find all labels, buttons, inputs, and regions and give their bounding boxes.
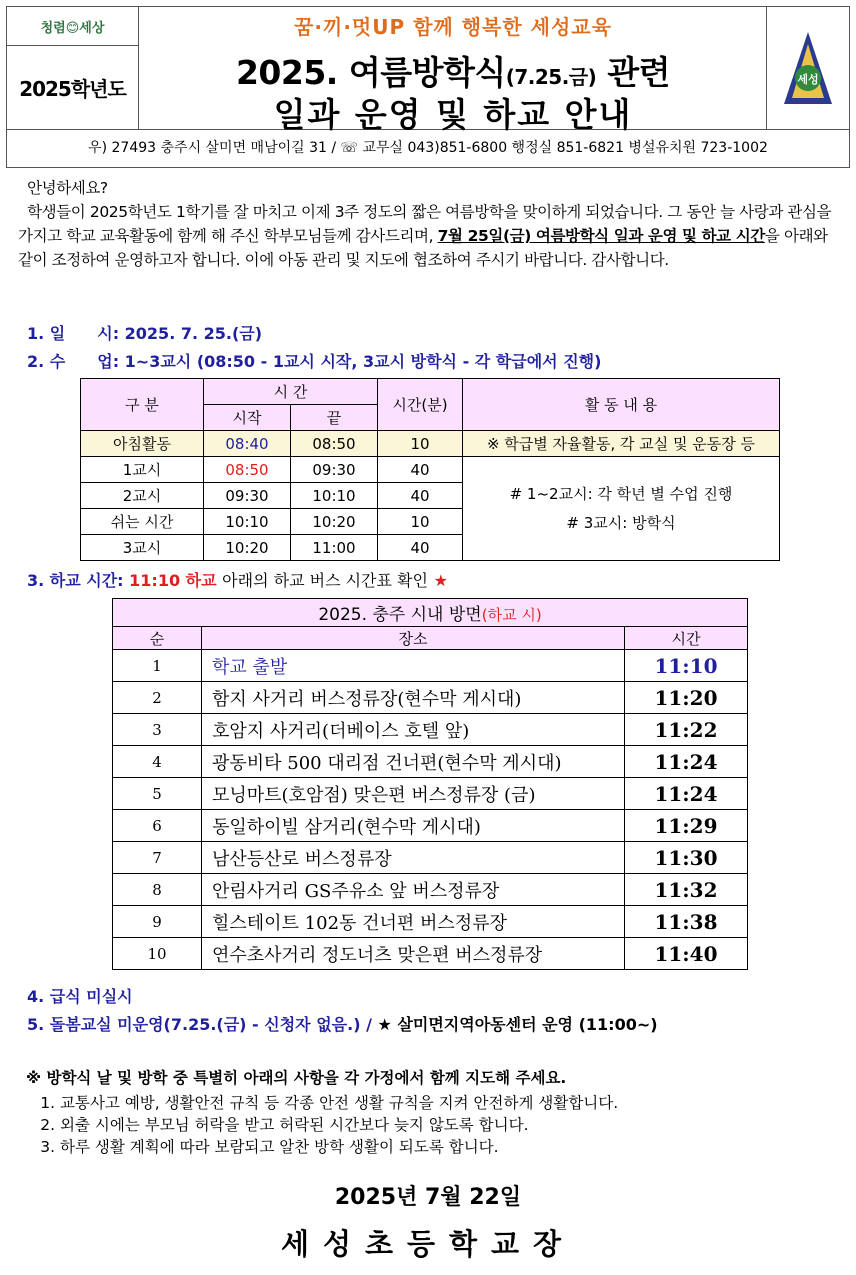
title-line-1	[139, 47, 767, 94]
activity-note-2: # 3교시: 방학식	[566, 513, 676, 532]
col-activity: 활 동 내 용	[463, 379, 780, 431]
table-row	[113, 906, 748, 938]
slogan	[139, 11, 767, 40]
title-main: 2025. 여름방학식	[235, 53, 506, 92]
emblem-text: 세성	[797, 73, 819, 86]
cell-place: 힐스테이트 102동 건너편 버스정류장	[202, 906, 625, 938]
cell-activity-notes	[463, 457, 780, 561]
col-time: 시간	[625, 627, 748, 650]
cell-start: 09:30	[204, 483, 291, 509]
col-time: 시 간	[204, 379, 378, 405]
cell-time: 11:10	[625, 650, 748, 682]
col-no: 순	[113, 627, 202, 650]
cell-no: 8	[113, 874, 202, 906]
table-row	[113, 778, 748, 810]
section-dismissal	[27, 568, 448, 591]
cell-minutes: 40	[378, 483, 463, 509]
cell-time: 11:40	[625, 938, 748, 970]
star-icon: ★	[433, 571, 448, 590]
activity-note-1: # 1~2교시: 각 학년 별 수업 진행	[509, 484, 733, 503]
cell-minutes: 10	[378, 431, 463, 457]
cell-end: 09:30	[291, 457, 378, 483]
section-care	[27, 1012, 658, 1035]
intro-body-1: 학생들이 2025학년도 1학기를 잘 마치고 이제 3주 정도의 짧은 여름방학을 맞이하게 되었습니다. 그 동안 늘 사랑과 관심을 가지고 학교 교육활동에 함께 해 주신 학부모님들께 감사드리며,	[18, 203, 832, 245]
intro-paragraph	[18, 176, 843, 272]
dismissal-label: 3. 하교 시간:	[27, 571, 124, 590]
cell-minutes: 40	[378, 457, 463, 483]
dismissal-time: 11:10 하교	[129, 571, 217, 590]
dismissal-note: 아래의 하교 버스 시간표 확인	[222, 571, 428, 590]
cell-type: 1교시	[81, 457, 204, 483]
cell-start: 08:50	[204, 457, 291, 483]
cell-place: 연수초사거리 정도너츠 맞은편 버스정류장	[202, 938, 625, 970]
cell-time: 11:24	[625, 746, 748, 778]
notes-list	[26, 1092, 846, 1158]
cell-no: 3	[113, 714, 202, 746]
cell-type: 쉬는 시간	[81, 509, 204, 535]
cell-no: 2	[113, 682, 202, 714]
guidance-notes	[26, 1066, 846, 1158]
cell-place: 광동비타 500 대리점 건너편(현수막 게시대)	[202, 746, 625, 778]
intro-body-2: 을 아래와 같이 조정하여 운영하고자 합니다. 이에 아동 관리 및 지도에 협조하여 주시기 바랍니다. 감사합니다.	[18, 227, 828, 269]
table-row	[113, 682, 748, 714]
schedule-table	[80, 378, 780, 561]
header-left-cell	[7, 7, 139, 129]
col-type: 구 분	[81, 379, 204, 431]
cell-start: 08:40	[204, 431, 291, 457]
cell-place: 학교 출발	[202, 650, 625, 682]
slogan-text: 꿈·끼·멋UP 함께 행복한 세성교육	[294, 15, 612, 39]
greeting: 안녕하세요?	[27, 179, 108, 197]
title-tail: 관련	[607, 53, 671, 92]
cell-end: 08:50	[291, 431, 378, 457]
col-start: 시작	[204, 405, 291, 431]
table-row	[113, 842, 748, 874]
col-end: 끝	[291, 405, 378, 431]
cell-end: 10:20	[291, 509, 378, 535]
cell-start: 10:20	[204, 535, 291, 561]
cell-time: 11:22	[625, 714, 748, 746]
school-emblem-icon	[780, 28, 836, 108]
academic-year: 2025학년도	[19, 77, 126, 101]
cell-activity: ※ 학급별 자율활동, 각 교실 및 운동장 등	[463, 431, 780, 457]
table-row	[113, 938, 748, 970]
section-date: 1. 일 시: 2025. 7. 25.(금)	[27, 324, 263, 343]
title-date: (7.25.금)	[505, 65, 597, 89]
table-row	[113, 714, 748, 746]
cell-place: 동일하이빌 삼거리(현수막 게시대)	[202, 810, 625, 842]
cell-no: 1	[113, 650, 202, 682]
intro-highlight: 7월 25일(금) 여름방학식 일과 운영 및 하교 시간	[437, 227, 765, 245]
cell-place: 모닝마트(호암점) 맞은편 버스정류장 (금)	[202, 778, 625, 810]
cell-time: 11:29	[625, 810, 748, 842]
header-right-cell	[766, 7, 849, 129]
cell-no: 4	[113, 746, 202, 778]
col-minutes: 시간(분)	[378, 379, 463, 431]
cell-end: 10:10	[291, 483, 378, 509]
cell-type: 아침활동	[81, 431, 204, 457]
cell-place: 안림사거리 GS주유소 앞 버스정류장	[202, 874, 625, 906]
cell-time: 11:38	[625, 906, 748, 938]
cell-no: 6	[113, 810, 202, 842]
cell-time: 11:24	[625, 778, 748, 810]
cell-time: 11:30	[625, 842, 748, 874]
cell-minutes: 40	[378, 535, 463, 561]
cell-no: 7	[113, 842, 202, 874]
cell-start: 10:10	[204, 509, 291, 535]
cell-place: 호암지 사거리(더베이스 호텔 앞)	[202, 714, 625, 746]
cell-type: 2교시	[81, 483, 204, 509]
table-row	[113, 810, 748, 842]
bus-rows	[113, 650, 748, 970]
cell-type: 3교시	[81, 535, 204, 561]
cell-place: 남산등산로 버스정류장	[202, 842, 625, 874]
section-classes: 2. 수 업: 1~3교시 (08:50 - 1교시 시작, 3교시 방학식 - 각 학급에서 진행)	[27, 352, 602, 371]
table-row	[113, 874, 748, 906]
section-meal: 4. 급식 미실시	[27, 987, 133, 1006]
table-row	[113, 746, 748, 778]
cell-time: 11:20	[625, 682, 748, 714]
table-row	[81, 457, 780, 483]
bus-table-caption: 2025. 충주 시내 방면(하교 시)	[113, 599, 748, 627]
care-note: 5. 돌봄교실 미운영(7.25.(금) - 신청자 없음.) /	[27, 1015, 372, 1034]
letter-date: 2025년 7월 22일	[334, 1185, 522, 1210]
cell-place: 함지 사거리 버스정류장(현수막 게시대)	[202, 682, 625, 714]
cell-no: 10	[113, 938, 202, 970]
bus-schedule-table	[112, 598, 748, 970]
list-item: 1. 교통사고 예방, 생활안전 규칙 등 각종 안전 생활 규칙을 지켜 안전하게 생활합니다.	[60, 1092, 846, 1114]
center-note: ★ 살미면지역아동센터 운영 (11:00~)	[377, 1015, 658, 1034]
address-line: 우) 27493 충주시 살미면 매남이길 31 / ☏ 교무실 043)851-6800 행정실 851-6821 병설유치원 723-1002	[6, 130, 850, 168]
list-item: 2. 외출 시에는 부모님 허락을 받고 허락된 시간보다 늦지 않도록 합니다.	[60, 1114, 846, 1136]
school-logo: 청렴😊세상	[7, 7, 138, 46]
principal-signature: 세성초등학교장	[280, 1227, 576, 1261]
cell-no: 9	[113, 906, 202, 938]
cell-no: 5	[113, 778, 202, 810]
letter-header	[6, 6, 850, 134]
intro-body	[18, 200, 843, 272]
col-place: 장소	[202, 627, 625, 650]
caption-note: (하교 시)	[481, 606, 542, 624]
list-item: 3. 하루 생활 계획에 따라 보람되고 알찬 방학 생활이 되도록 합니다.	[60, 1136, 846, 1158]
table-row	[113, 650, 748, 682]
cell-end: 11:00	[291, 535, 378, 561]
notes-head: ※ 방학식 날 및 방학 중 특별히 아래의 사항을 각 가정에서 함께 지도해 주세요.	[26, 1069, 567, 1087]
cell-time: 11:32	[625, 874, 748, 906]
table-row	[81, 431, 780, 457]
cell-minutes: 10	[378, 509, 463, 535]
title-line-2: 일과 운영 및 하교 안내	[273, 95, 633, 134]
